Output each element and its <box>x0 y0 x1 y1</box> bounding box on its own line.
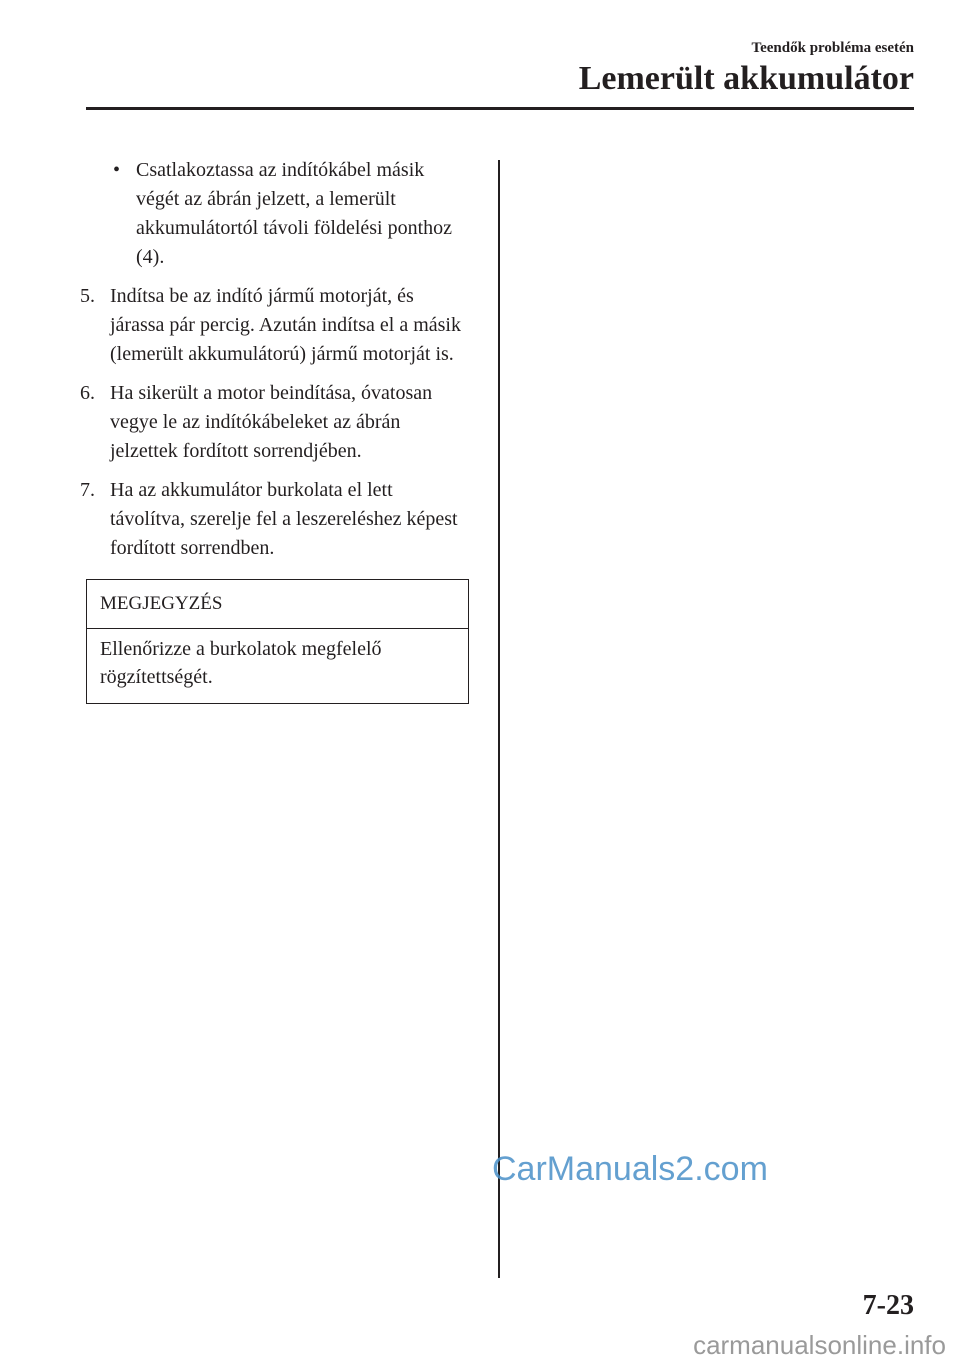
step-text: Indítsa be az indító jármű motorját, és járassa pár percig. Azután indítsa el a másik (lemerült akkumulátorú) jármű motorját is. <box>110 285 461 365</box>
step-number: 6. <box>80 382 95 404</box>
note-title: MEGJEGYZÉS <box>87 580 468 629</box>
step-item-7 <box>80 476 470 563</box>
step-item-6 <box>80 379 470 466</box>
header-divider <box>86 107 914 110</box>
note-box <box>86 579 469 704</box>
page-title: Lemerült akkumulátor <box>578 60 914 97</box>
step-number: 7. <box>80 479 95 501</box>
step-number: 5. <box>80 285 95 307</box>
watermark-logo: CarManuals2.com <box>492 1150 768 1188</box>
bullet-item <box>86 156 470 272</box>
step-text: Ha az akkumulátor burkolata el lett távolítva, szerelje fel a leszereléshez képest fordított sorrendben. <box>110 479 458 559</box>
main-column <box>80 156 470 704</box>
page-number: 7-23 <box>862 1290 914 1321</box>
step-text: Ha sikerült a motor beindítása, óvatosan vegye le az indítókábeleket az ábrán jelzettek fordított sorrendjében. <box>110 382 433 462</box>
footer-watermark: carmanualsonline.info <box>693 1330 946 1360</box>
bullet-text: Csatlakoztassa az indítókábel másik végét az ábrán jelzett, a lemerült akkumulátortól távoli földelési ponthoz (4). <box>136 159 453 268</box>
step-item-5 <box>80 282 470 369</box>
note-body: Ellenőrizze a burkolatok megfelelő rögzítettségét. <box>100 638 382 688</box>
section-header: Teendők probléma esetén <box>751 40 914 56</box>
bullet-icon: • <box>113 159 121 181</box>
column-divider <box>498 160 500 1278</box>
